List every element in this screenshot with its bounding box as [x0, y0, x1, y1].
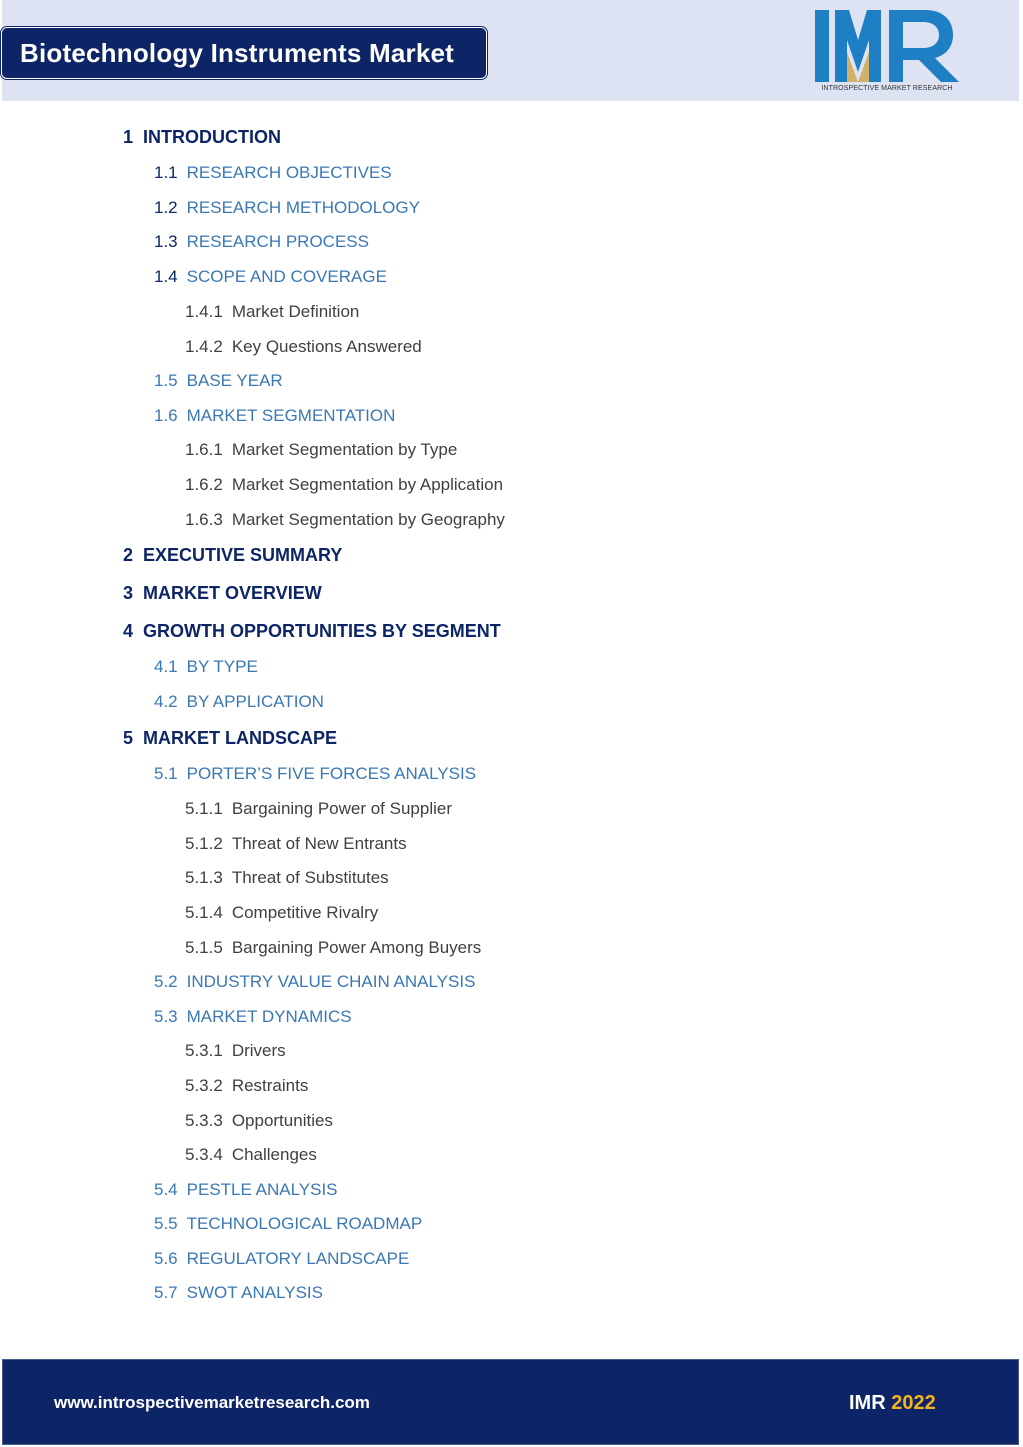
toc-entry-level-2[interactable] — [154, 1248, 409, 1270]
toc-entry-label: MARKET SEGMENTATION — [186, 406, 396, 425]
toc-entry-level-1[interactable] — [123, 544, 342, 566]
toc-entry-level-3[interactable] — [185, 1075, 308, 1097]
toc-entry-label: Market Definition — [231, 302, 360, 321]
toc-entry-level-3[interactable] — [185, 336, 422, 358]
toc-entry-level-2[interactable] — [154, 1006, 352, 1028]
toc-entry-level-3[interactable] — [185, 902, 378, 924]
toc-entry-label: SCOPE AND COVERAGE — [186, 267, 387, 286]
toc-entry-label: Threat of Substitutes — [231, 868, 389, 887]
toc-entry-level-3[interactable] — [185, 833, 407, 855]
toc-entry-number: 5.3.4 — [185, 1145, 223, 1164]
toc-entry-level-2[interactable] — [154, 405, 395, 427]
toc-entry-level-1[interactable] — [123, 582, 322, 604]
toc-entry-number: 5.1.4 — [185, 903, 223, 922]
toc-entry-label: RESEARCH METHODOLOGY — [186, 198, 420, 217]
toc-entry-label: MARKET DYNAMICS — [186, 1007, 352, 1026]
toc-entry-level-1[interactable] — [123, 620, 501, 642]
toc-entry-label: TECHNOLOGICAL ROADMAP — [186, 1214, 423, 1233]
toc-entry-label: Market Segmentation by Application — [231, 475, 504, 494]
toc-entry-number: 1.4 — [154, 267, 178, 286]
toc-entry-label: EXECUTIVE SUMMARY — [143, 545, 343, 565]
toc-entry-level-3[interactable] — [185, 937, 481, 959]
toc-entry-level-2[interactable] — [154, 370, 283, 392]
toc-entry-level-1[interactable] — [123, 126, 281, 148]
toc-entry-number: 5.2 — [154, 972, 178, 991]
toc-entry-level-3[interactable] — [185, 439, 457, 461]
toc-entry-level-1[interactable] — [123, 727, 337, 749]
toc-entry-level-3[interactable] — [185, 798, 452, 820]
toc-entry-label: BASE YEAR — [186, 371, 283, 390]
toc-entry-label: SWOT ANALYSIS — [186, 1283, 323, 1302]
toc-entry-number: 4 — [123, 621, 134, 641]
toc-entry-label: MARKET LANDSCAPE — [143, 728, 338, 748]
toc-entry-level-2[interactable] — [154, 197, 420, 219]
toc-entry-number: 4.1 — [154, 657, 178, 676]
toc-entry-label: INDUSTRY VALUE CHAIN ANALYSIS — [186, 972, 476, 991]
toc-entry-label: Bargaining Power Among Buyers — [231, 938, 482, 957]
toc-entry-level-3[interactable] — [185, 1040, 286, 1062]
footer-brand-name: IMR — [849, 1392, 886, 1414]
toc-entry-level-2[interactable] — [154, 656, 258, 678]
toc-entry-number: 5.6 — [154, 1249, 178, 1268]
toc-entry-label: REGULATORY LANDSCAPE — [186, 1249, 410, 1268]
toc-entry-label: Threat of New Entrants — [231, 834, 407, 853]
toc-entry-number: 5.3.3 — [185, 1111, 223, 1130]
toc-entry-number: 5.7 — [154, 1283, 178, 1302]
toc-entry-number: 5.1.3 — [185, 868, 223, 887]
toc-entry-number: 1.1 — [154, 163, 178, 182]
report-title: Biotechnology Instruments Market — [20, 37, 455, 68]
footer-website-link[interactable]: www.introspectivemarketresearch.com — [54, 1393, 370, 1412]
toc-entry-label: Key Questions Answered — [231, 337, 422, 356]
toc-entry-number: 5.3.1 — [185, 1041, 223, 1060]
toc-entry-number: 4.2 — [154, 692, 178, 711]
toc-entry-level-2[interactable] — [154, 1282, 323, 1304]
toc-entry-level-2[interactable] — [154, 266, 387, 288]
toc-entry-number: 1.2 — [154, 198, 178, 217]
toc-entry-number: 1.6.2 — [185, 475, 223, 494]
toc-entry-level-3[interactable] — [185, 474, 503, 496]
toc-entry-level-3[interactable] — [185, 301, 359, 323]
toc-entry-level-3[interactable] — [185, 867, 389, 889]
toc-entry-number: 5.5 — [154, 1214, 178, 1233]
toc-entry-label: RESEARCH PROCESS — [186, 232, 369, 251]
toc-entry-level-2[interactable] — [154, 1213, 422, 1235]
toc-entry-label: Competitive Rivalry — [231, 903, 379, 922]
toc-entry-number: 5.1.2 — [185, 834, 223, 853]
toc-entry-number: 1 — [123, 127, 134, 147]
toc-entry-label: GROWTH OPPORTUNITIES BY SEGMENT — [143, 621, 501, 641]
logo-tagline: INTROSPECTIVE MARKET RESEARCH — [821, 85, 953, 92]
toc-entry-number: 5 — [123, 728, 134, 748]
toc-entry-label: Challenges — [231, 1145, 317, 1164]
footer-band — [2, 1359, 1019, 1445]
toc-entry-label: Bargaining Power of Supplier — [231, 799, 452, 818]
toc-entry-number: 1.6.1 — [185, 440, 223, 459]
toc-entry-number: 5.1.5 — [185, 938, 223, 957]
toc-entry-number: 1.6 — [154, 406, 178, 425]
toc-entry-number: 1.5 — [154, 371, 178, 390]
toc-entry-level-2[interactable] — [154, 691, 324, 713]
toc-entry-number: 5.1 — [154, 764, 178, 783]
toc-entry-level-2[interactable] — [154, 162, 392, 184]
toc-entry-label: BY TYPE — [186, 657, 258, 676]
toc-entry-number: 5.3 — [154, 1007, 178, 1026]
toc-entry-level-2[interactable] — [154, 763, 476, 785]
toc-entry-label: BY APPLICATION — [186, 692, 324, 711]
toc-entry-number: 3 — [123, 583, 134, 603]
toc-entry-level-2[interactable] — [154, 1179, 338, 1201]
toc-entry-number: 5.3.2 — [185, 1076, 223, 1095]
toc-entry-label: RESEARCH OBJECTIVES — [186, 163, 392, 182]
toc-entry-label: PESTLE ANALYSIS — [186, 1180, 338, 1199]
toc-entry-label: PORTER’S FIVE FORCES ANALYSIS — [186, 764, 477, 783]
toc-entry-label: Restraints — [231, 1076, 309, 1095]
toc-entry-number: 5.1.1 — [185, 799, 223, 818]
toc-entry-number: 1.6.3 — [185, 510, 223, 529]
footer-year: 2022 — [891, 1392, 936, 1414]
toc-entry-number: 1.3 — [154, 232, 178, 251]
toc-entry-label: Drivers — [231, 1041, 286, 1060]
toc-entry-number: 2 — [123, 545, 134, 565]
toc-entry-level-3[interactable] — [185, 509, 505, 531]
toc-entry-label: Market Segmentation by Type — [231, 440, 458, 459]
toc-entry-level-2[interactable] — [154, 231, 369, 253]
footer-brand — [849, 1392, 936, 1415]
toc-entry-label: Opportunities — [231, 1111, 333, 1130]
toc-entry-label: MARKET OVERVIEW — [143, 583, 322, 603]
toc-entry-number: 1.4.2 — [185, 337, 223, 356]
toc-entry-level-3[interactable] — [185, 1144, 317, 1166]
toc-entry-label: INTRODUCTION — [143, 127, 282, 147]
toc-entry-level-2[interactable] — [154, 971, 475, 993]
toc-entry-number: 1.4.1 — [185, 302, 223, 321]
toc-entry-label: Market Segmentation by Geography — [231, 510, 505, 529]
toc-entry-level-3[interactable] — [185, 1110, 333, 1132]
toc-entry-number: 5.4 — [154, 1180, 178, 1199]
